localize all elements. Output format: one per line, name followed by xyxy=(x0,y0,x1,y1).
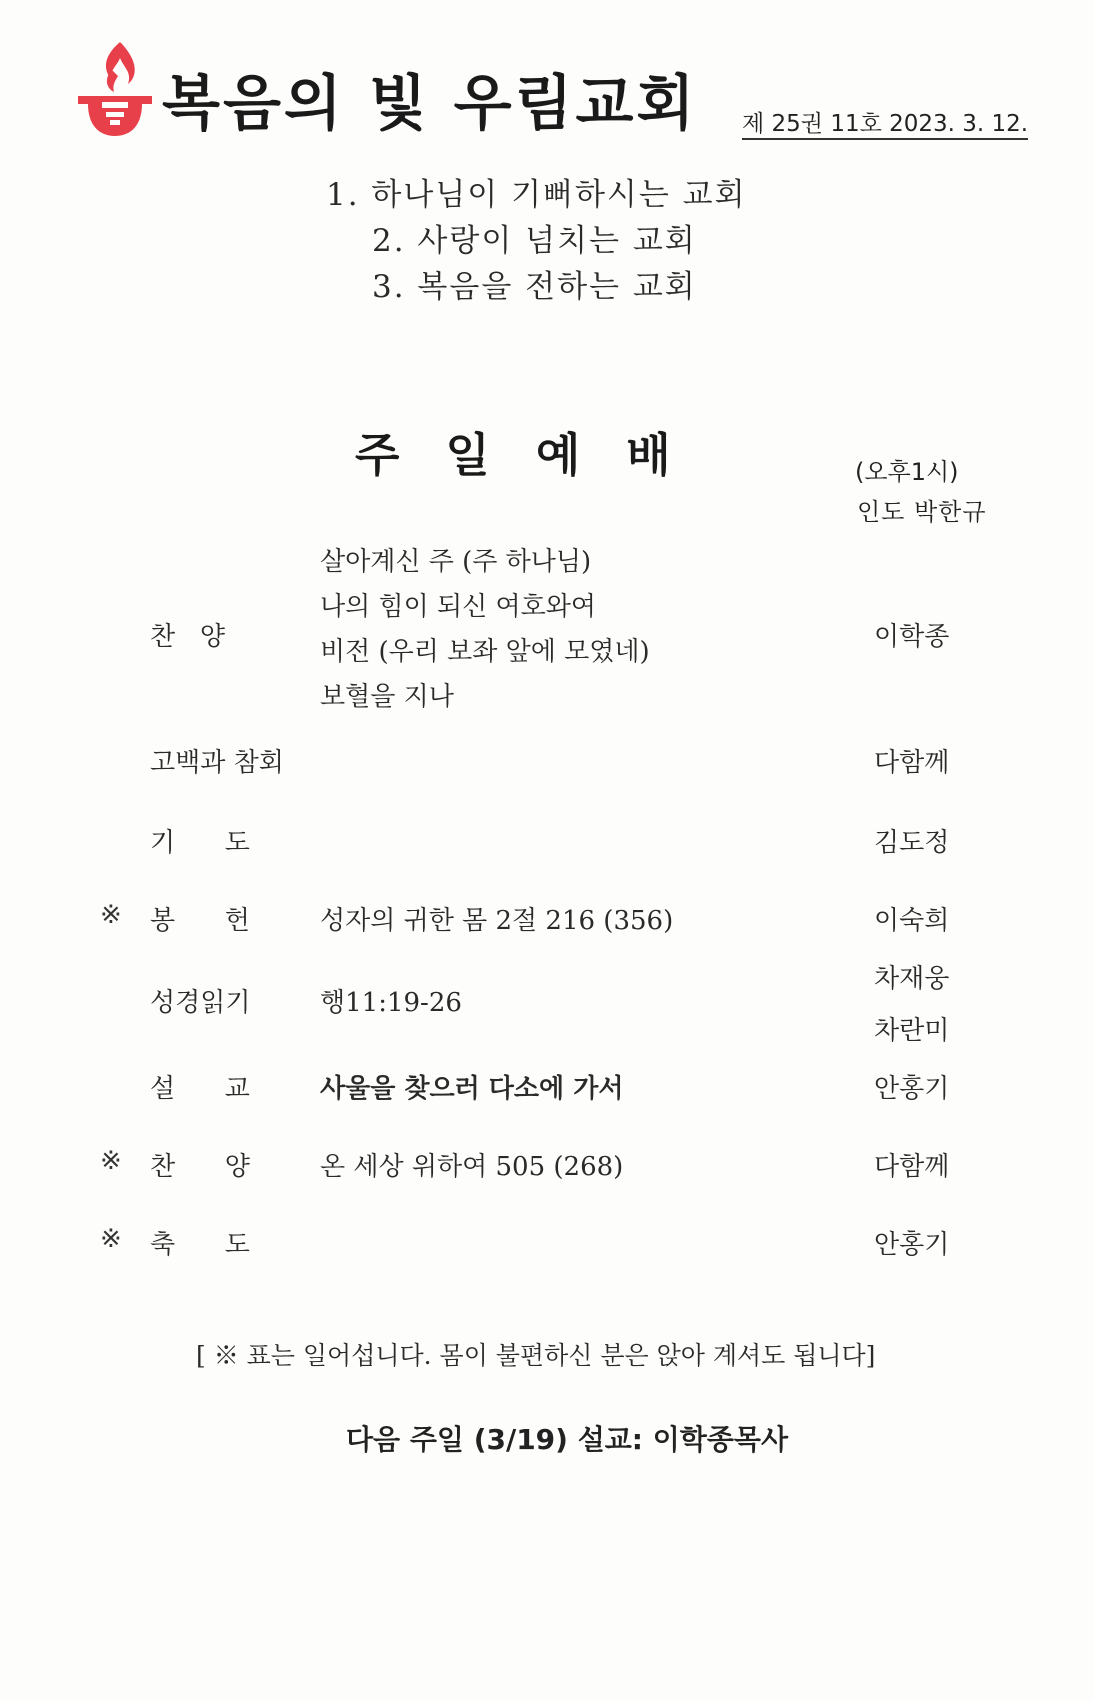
program-content: 온 세상 위하여 505 (268) xyxy=(320,1152,624,1182)
standing-mark: ※ xyxy=(100,900,122,930)
program-person: 이숙희 xyxy=(874,906,950,936)
program-item: 축 도 xyxy=(150,1230,250,1260)
program-person: 차재웅 xyxy=(874,964,950,994)
standing-mark: ※ xyxy=(100,1224,122,1254)
hymn-title: 나의 힘이 되신 여호와여 xyxy=(320,592,596,622)
program-person-second: 차란미 xyxy=(874,1016,950,1046)
motto-item: 3. 복음을 전하는 교회 xyxy=(372,269,697,305)
standing-mark: ※ xyxy=(100,1146,122,1176)
program-content xyxy=(320,540,650,720)
motto-item: 2. 사랑이 넘치는 교회 xyxy=(372,223,697,259)
church-name: 복음의 빛 우림교회 xyxy=(162,69,698,139)
worship-title: 주일예배 xyxy=(355,428,717,482)
program-content: 성자의 귀한 몸 2절 216 (356) xyxy=(320,906,674,936)
program-person: 김도정 xyxy=(874,828,950,858)
standing-note: [ ※ 표는 일어섭니다. 몸이 불편하신 분은 앉아 계셔도 됩니다] xyxy=(196,1341,876,1370)
hymn-title: 살아계신 주 (주 하나님) xyxy=(320,547,592,577)
program-item: 고백과 참회 xyxy=(150,748,284,778)
program-person: 안홍기 xyxy=(874,1074,950,1104)
sermon-title: 사울을 찾으러 다소에 가서 xyxy=(320,1074,624,1104)
program-item: 찬 양 xyxy=(150,1152,250,1182)
worship-time: (오후1시) xyxy=(855,458,959,486)
program-item: 봉 헌 xyxy=(150,906,250,936)
worship-leader: 인도 박한규 xyxy=(857,498,987,526)
hymn-title: 비전 (우리 보좌 앞에 모였네) xyxy=(320,637,650,667)
program-item: 찬 양 xyxy=(150,622,226,652)
program-item: 설 교 xyxy=(150,1074,250,1104)
program-person: 다함께 xyxy=(874,748,950,778)
issue-date: 제 25권 11호 2023. 3. 12. xyxy=(742,112,1028,140)
program-person: 다함께 xyxy=(874,1152,950,1182)
next-week-sermon: 다음 주일 (3/19) 설교: 이학종목사 xyxy=(346,1423,788,1456)
program-person: 안홍기 xyxy=(874,1230,950,1260)
motto-item: 1. 하나님이 기뻐하시는 교회 xyxy=(326,177,747,213)
program-item: 기 도 xyxy=(150,828,250,858)
hymn-title: 보혈을 지나 xyxy=(320,682,454,712)
program-content: 행11:19-26 xyxy=(320,988,462,1018)
program-item: 성경읽기 xyxy=(150,988,251,1018)
program-person: 이학종 xyxy=(874,622,950,652)
